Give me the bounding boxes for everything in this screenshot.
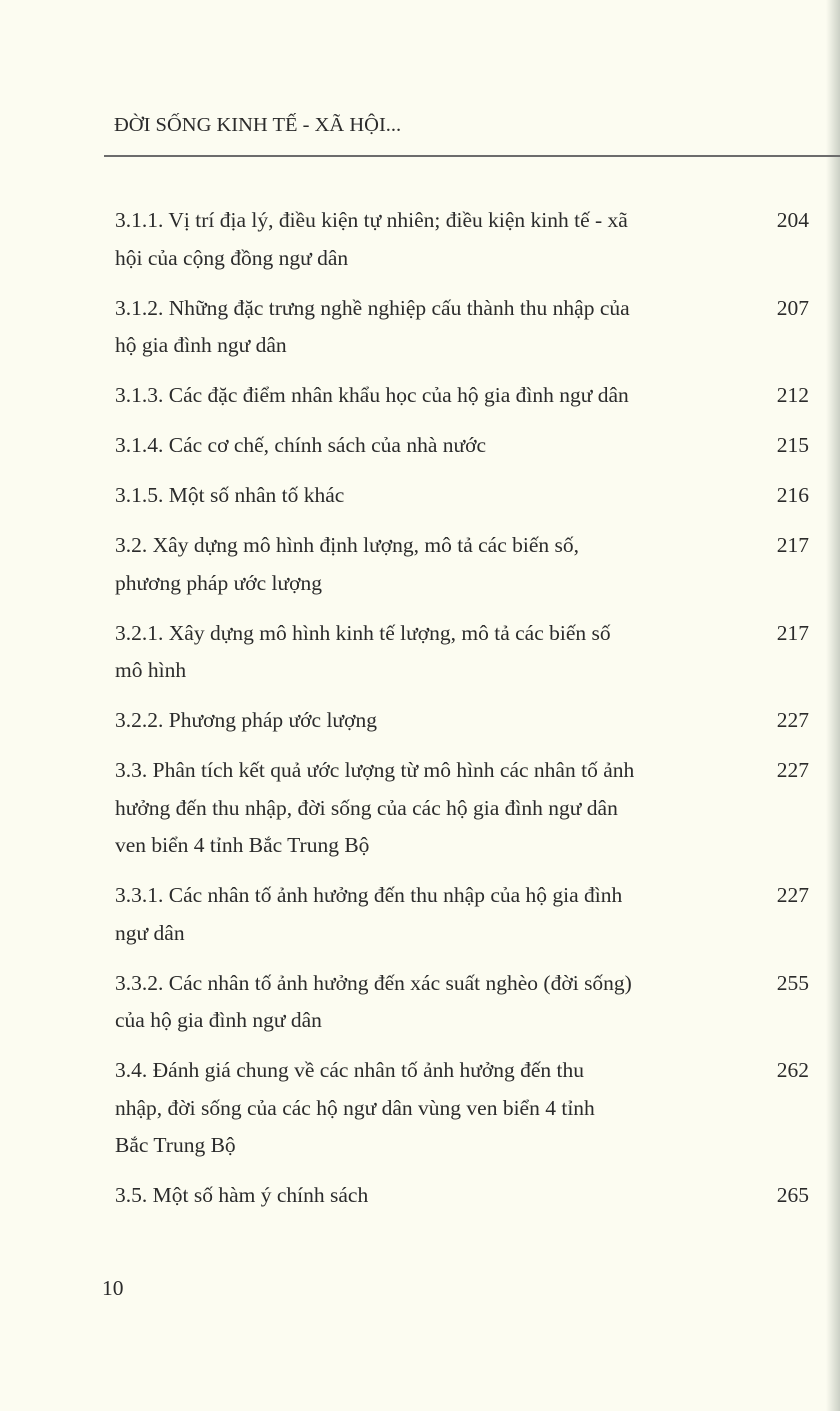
toc-entry-line: Bắc Trung Bộ xyxy=(115,1133,236,1157)
toc-entry-line: hưởng đến thu nhập, đời sống của các hộ gia đình ngư dân xyxy=(115,795,618,820)
toc-entry-line: ngư dân xyxy=(115,920,185,945)
toc-entry-page: 255 xyxy=(776,970,809,995)
toc-entry-page: 227 xyxy=(776,883,809,907)
toc-entry-page: 217 xyxy=(776,533,809,557)
toc-entry xyxy=(115,1052,809,1165)
toc-entry-line: 3.1.4. Các cơ chế, chính sách của nhà nước xyxy=(115,433,487,457)
toc-entry-line: hội của cộng đồng ngư dân xyxy=(115,245,349,270)
toc-entry-title xyxy=(115,477,745,515)
toc-entry-page: 215 xyxy=(776,433,809,457)
toc-entry-title xyxy=(115,1177,745,1215)
toc-entry xyxy=(115,702,809,740)
toc-entry xyxy=(115,377,809,415)
toc-entry-page: 217 xyxy=(776,620,809,645)
running-head: ĐỜI SỐNG KINH TẾ - XÃ HỘI... xyxy=(114,114,402,136)
toc-entry-line: 3.2.1. Xây dựng mô hình kinh tế lượng, mô tả các biến số xyxy=(115,620,611,645)
toc-entry-page: 204 xyxy=(776,208,809,232)
toc-entry-page: 227 xyxy=(776,758,809,782)
toc-entry-line: 3.5. Một số hàm ý chính sách xyxy=(115,1183,369,1207)
toc-entry-line: ven biển 4 tỉnh Bắc Trung Bộ xyxy=(115,833,370,857)
toc-entry-title xyxy=(115,202,745,277)
toc-entry-line: hộ gia đình ngư dân xyxy=(115,333,287,357)
toc-entry-line: 3.1.5. Một số nhân tố khác xyxy=(115,483,345,507)
toc-entry-page: 207 xyxy=(776,295,809,320)
toc-entry-page: 212 xyxy=(776,383,809,407)
toc-entry-title xyxy=(115,702,745,740)
toc-entry-line: của hộ gia đình ngư dân xyxy=(115,1008,322,1032)
toc-entry-title xyxy=(115,427,745,465)
toc-entry-title xyxy=(115,752,745,865)
toc-entry-title xyxy=(115,290,745,365)
toc-entry-line: 3.2.2. Phương pháp ước lượng xyxy=(115,708,377,732)
toc-entry xyxy=(115,427,809,465)
toc-entry-line: phương pháp ước lượng xyxy=(115,570,323,595)
toc-entry xyxy=(115,615,809,690)
toc-entry-line: 3.2. Xây dựng mô hình định lượng, mô tả các biến số, xyxy=(115,533,580,557)
toc-entry-title xyxy=(115,965,745,1040)
toc-entry-line: 3.3. Phân tích kết quả ước lượng từ mô hình các nhân tố ảnh xyxy=(115,758,635,782)
toc-entry-page: 216 xyxy=(776,483,809,507)
page-edge-shadow xyxy=(826,0,840,1411)
toc-entry xyxy=(115,527,809,602)
toc-entry xyxy=(115,965,809,1040)
page-number: 10 xyxy=(102,1276,124,1300)
toc-entry xyxy=(115,752,809,865)
toc-entry-title xyxy=(115,527,745,602)
toc-entry-title xyxy=(115,877,745,952)
toc-entry-page: 227 xyxy=(776,708,809,732)
toc-entry-line: 3.3.1. Các nhân tố ảnh hưởng đến thu nhập của hộ gia đình xyxy=(115,883,623,907)
toc-entry xyxy=(115,290,809,365)
table-of-contents xyxy=(115,202,809,1227)
toc-entry xyxy=(115,477,809,515)
toc-entry-line: 3.1.2. Những đặc trưng nghề nghiệp cấu thành thu nhập của xyxy=(115,295,630,320)
toc-entry xyxy=(115,877,809,952)
toc-entry-line: mô hình xyxy=(115,658,187,682)
header-rule xyxy=(104,155,840,157)
toc-entry xyxy=(115,202,809,277)
toc-entry-line: 3.3.2. Các nhân tố ảnh hưởng đến xác suất nghèo (đời sống) xyxy=(115,970,632,995)
toc-entry-line: nhập, đời sống của các hộ ngư dân vùng ven biển 4 tỉnh xyxy=(115,1095,595,1120)
toc-entry-title xyxy=(115,615,745,690)
toc-entry-line: 3.1.1. Vị trí địa lý, điều kiện tự nhiên; điều kiện kinh tế - xã xyxy=(115,208,628,232)
toc-entry-page: 262 xyxy=(776,1058,809,1082)
toc-entry xyxy=(115,1177,809,1215)
toc-entry-line: 3.1.3. Các đặc điểm nhân khẩu học của hộ gia đình ngư dân xyxy=(115,383,629,407)
toc-entry-line: 3.4. Đánh giá chung về các nhân tố ảnh hưởng đến thu xyxy=(115,1058,585,1082)
toc-entry-title xyxy=(115,1052,745,1165)
toc-entry-title xyxy=(115,377,745,415)
toc-entry-page: 265 xyxy=(776,1183,809,1207)
